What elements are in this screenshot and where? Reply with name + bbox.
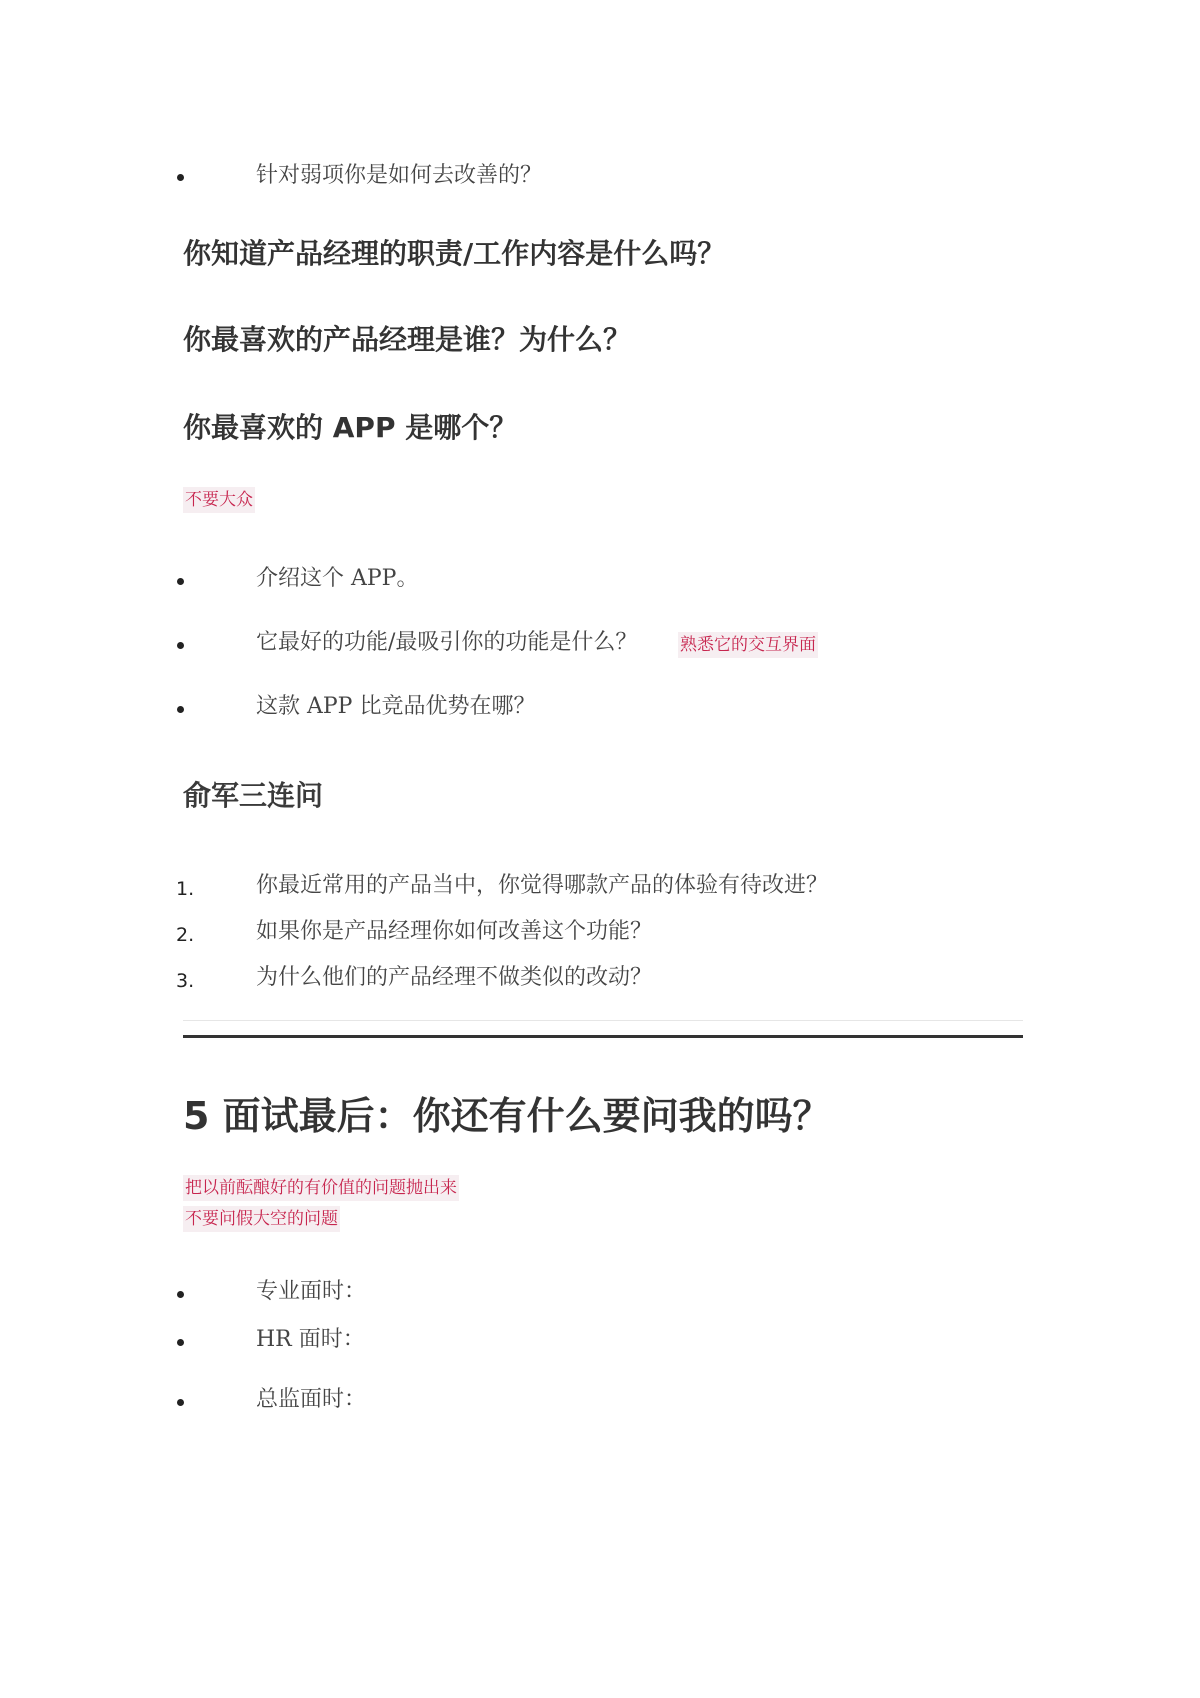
heading-favorite-pm: 你最喜欢的产品经理是谁？为什么？ bbox=[183, 323, 632, 356]
bullet-item-professional-interview: 专业面时： bbox=[256, 1279, 367, 1304]
numbered-item-why-not-changed: 为什么他们的产品经理不做类似的改动？ bbox=[256, 965, 653, 990]
note-familiar-ui: 熟悉它的交互界面 bbox=[678, 632, 818, 658]
heading-section-5-final-questions: 5 面试最后：你还有什么要问我的吗？ bbox=[183, 1094, 831, 1138]
heading-pm-duties: 你知道产品经理的职责/工作内容是什么吗？ bbox=[183, 237, 726, 270]
numbered-item-improve-product: 你最近常用的产品当中，你觉得哪款产品的体验有待改进？ bbox=[256, 873, 829, 898]
list-number: 3. bbox=[176, 970, 195, 992]
note-not-popular: 不要大众 bbox=[183, 487, 255, 513]
note-prepare-questions: 把以前酝酿好的有价值的问题抛出来 bbox=[183, 1175, 459, 1201]
heading-yu-jun-three-questions: 俞军三连问 bbox=[183, 779, 324, 812]
bullet-dot bbox=[177, 706, 184, 713]
bullet-dot bbox=[177, 174, 184, 181]
bullet-item-director-interview: 总监面时： bbox=[256, 1387, 367, 1412]
bullet-dot bbox=[177, 1291, 184, 1298]
numbered-item-if-you-were-pm: 如果你是产品经理你如何改善这个功能？ bbox=[256, 919, 653, 944]
list-number: 2. bbox=[176, 924, 195, 946]
bullet-item-improve-weakness: 针对弱项你是如何去改善的？ bbox=[256, 163, 543, 188]
heading-favorite-app: 你最喜欢的 APP 是哪个？ bbox=[183, 411, 518, 444]
bullet-item-hr-interview: HR 面时： bbox=[256, 1327, 365, 1352]
divider-thin bbox=[183, 1020, 1023, 1021]
note-no-empty-questions: 不要问假大空的问题 bbox=[183, 1206, 340, 1232]
divider-thick bbox=[183, 1035, 1023, 1038]
bullet-dot bbox=[177, 1399, 184, 1406]
bullet-dot bbox=[177, 1339, 184, 1346]
bullet-dot bbox=[177, 642, 184, 649]
list-number: 1. bbox=[176, 878, 195, 900]
bullet-dot bbox=[177, 578, 184, 585]
bullet-item-competitive-advantage: 这款 APP 比竞品优势在哪？ bbox=[256, 694, 536, 719]
bullet-item-best-feature: 它最好的功能/最吸引你的功能是什么？ bbox=[256, 630, 638, 655]
bullet-item-introduce-app: 介绍这个 APP。 bbox=[256, 566, 419, 591]
